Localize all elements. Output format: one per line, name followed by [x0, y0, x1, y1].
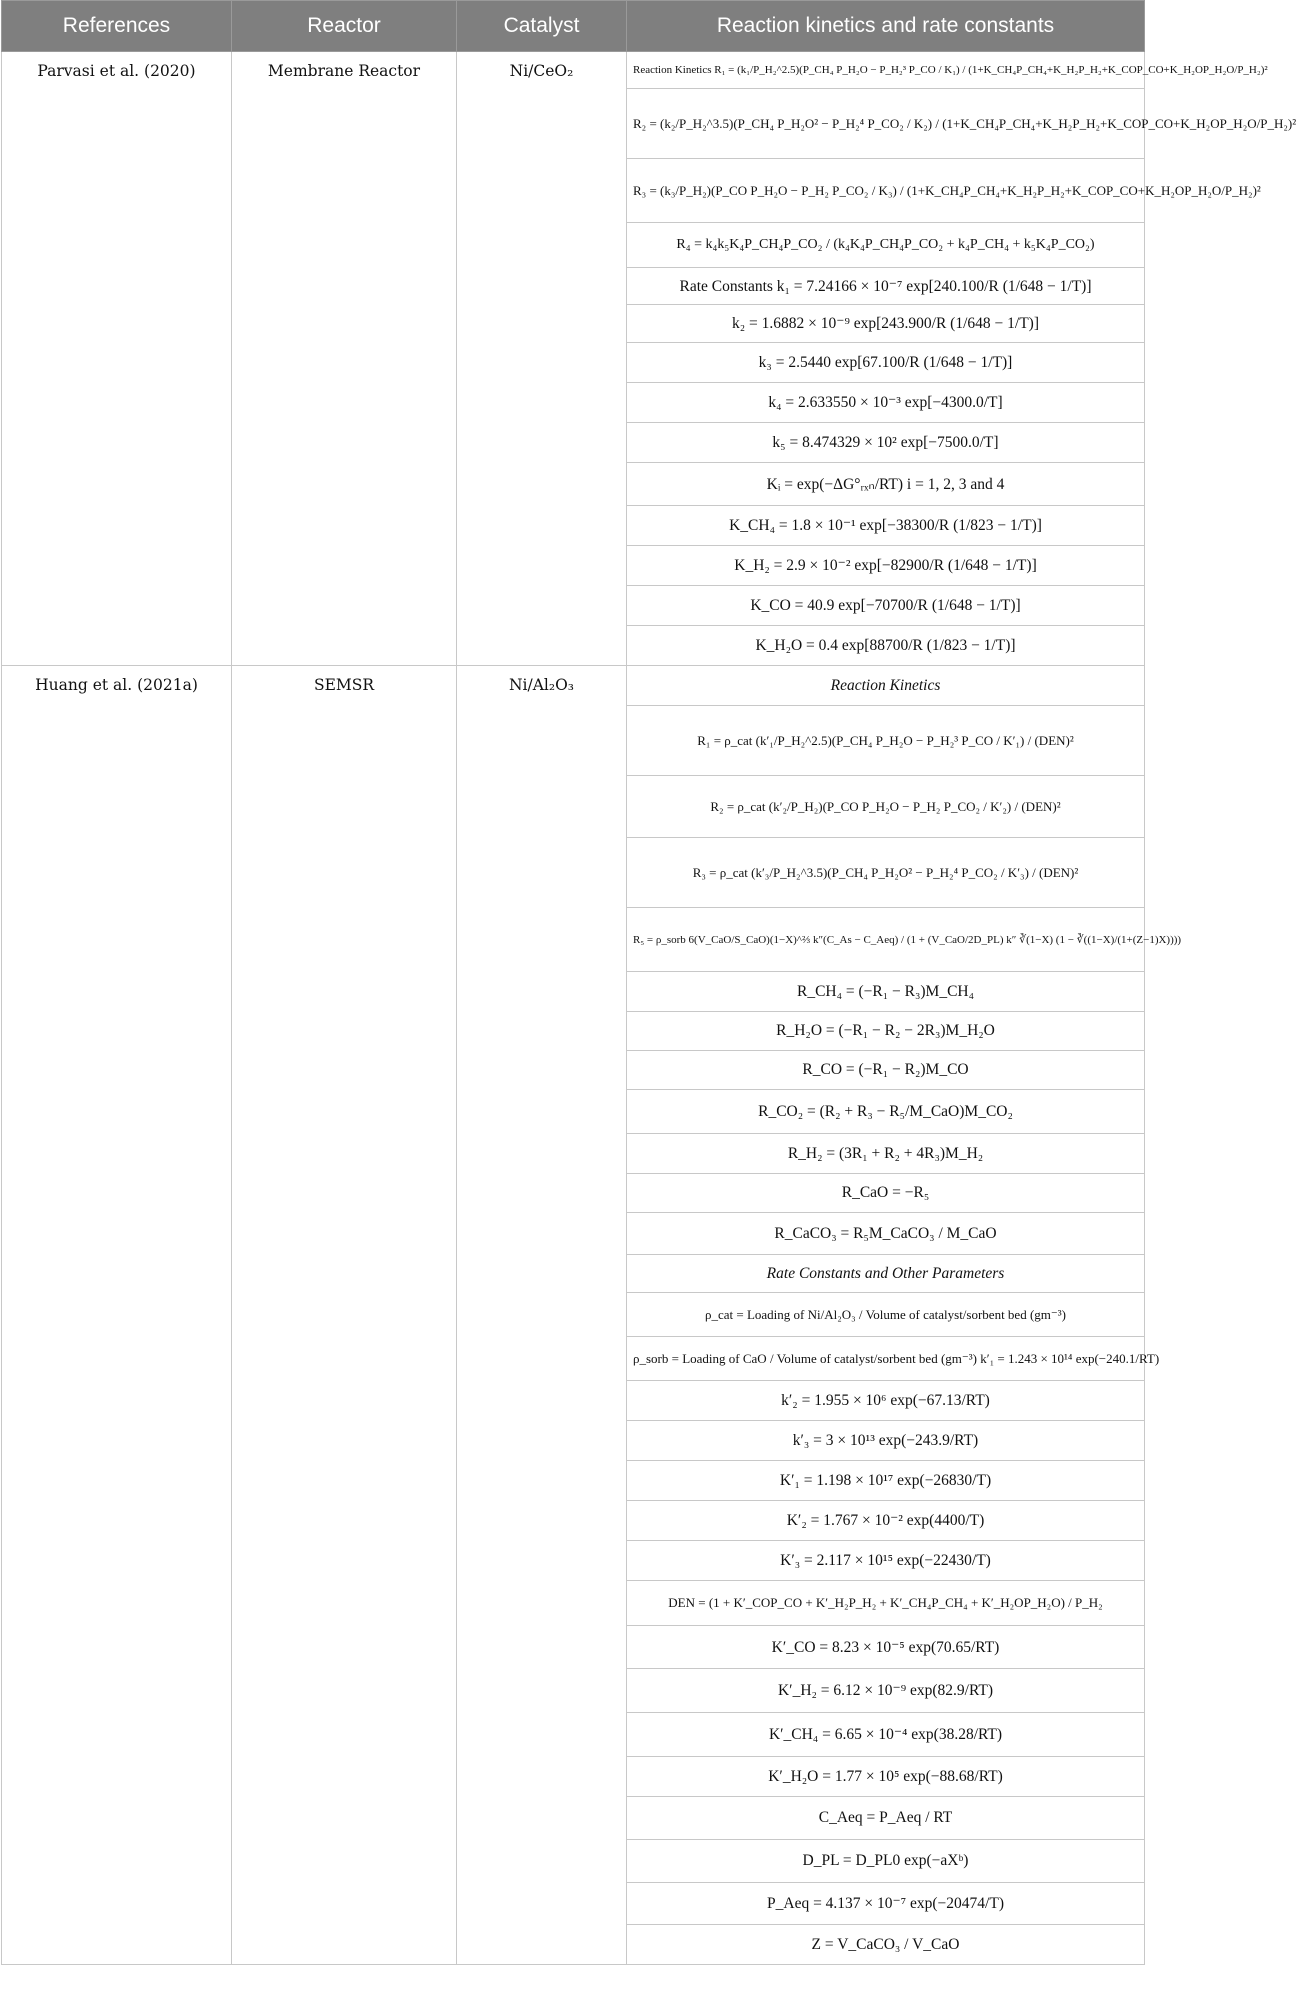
equation-cell: K_CO = 40.9 exp[−70700/R (1/648 − 1/T)]: [627, 586, 1145, 626]
equation-cell: K′_H₂O = 1.77 × 10⁵ exp(−88.68/RT): [627, 1757, 1145, 1797]
equation-cell: K′₁ = 1.198 × 10¹⁷ exp(−26830/T): [627, 1461, 1145, 1501]
header-row: [2, 1, 1145, 52]
equation-cell: Z = V_CaCO₃ / V_CaO: [627, 1925, 1145, 1965]
equation-cell: k′₂ = 1.955 × 10⁶ exp(−67.13/RT): [627, 1381, 1145, 1421]
equation-cell: Rate Constants k₁ = 7.24166 × 10⁻⁷ exp[240.100/R (1/648 − 1/T)]: [627, 268, 1145, 305]
reference-cell: Parvasi et al. (2020): [2, 52, 232, 666]
equation-cell: K_H₂ = 2.9 × 10⁻² exp[−82900/R (1/648 − 1/T)]: [627, 546, 1145, 586]
equation-cell: R_CaO = −R₅: [627, 1174, 1145, 1213]
header-kinetics: Reaction kinetics and rate constants: [627, 1, 1145, 52]
equation-cell: R_CH₄ = (−R₁ − R₃)M_CH₄: [627, 972, 1145, 1012]
header-references: References: [2, 1, 232, 52]
equation-cell: k₃ = 2.5440 exp[67.100/R (1/648 − 1/T)]: [627, 343, 1145, 383]
header-catalyst: Catalyst: [457, 1, 627, 52]
equation-cell: R₄ = k₄k₅K₄P_CH₄P_CO₂ / (k₄K₄P_CH₄P_CO₂ + k₄P_CH₄ + k₅K₄P_CO₂): [627, 223, 1145, 268]
header-reactor: Reactor: [232, 1, 457, 52]
equation-cell: DEN = (1 + K′_COP_CO + K′_H₂P_H₂ + K′_CH₄P_CH₄ + K′_H₂OP_H₂O) / P_H₂: [627, 1581, 1145, 1626]
equation-cell: R₃ = ρ_cat (k′₃/P_H₂^3.5)(P_CH₄ P_H₂O² − P_H₂⁴ P_CO₂ / K′₃) / (DEN)²: [627, 838, 1145, 908]
table-row: [2, 666, 1145, 706]
equation-cell: R_CaCO₃ = R₅M_CaCO₃ / M_CaO: [627, 1213, 1145, 1255]
equation-cell: K_CH₄ = 1.8 × 10⁻¹ exp[−38300/R (1/823 − 1/T)]: [627, 506, 1145, 546]
equation-cell: Kᵢ = exp(−ΔG°ᵣₓₙ/RT) i = 1, 2, 3 and 4: [627, 463, 1145, 506]
equation-cell: R₅ = ρ_sorb 6(V_CaO/S_CaO)(1−X)^⅔ k″(C_As − C_Aeq) / (1 + (V_CaO/2D_PL) k″ ∛(1−X) (1 − ∛((1−X)/(1+(Z−1)X)))): [627, 908, 1145, 972]
equation-cell: K′_H₂ = 6.12 × 10⁻⁹ exp(82.9/RT): [627, 1669, 1145, 1713]
equation-cell: K_H₂O = 0.4 exp[88700/R (1/823 − 1/T)]: [627, 626, 1145, 666]
equation-cell: Reaction Kinetics: [627, 666, 1145, 706]
equation-cell: K′₃ = 2.117 × 10¹⁵ exp(−22430/T): [627, 1541, 1145, 1581]
equation-cell: P_Aeq = 4.137 × 10⁻⁷ exp(−20474/T): [627, 1883, 1145, 1925]
equation-cell: R_CO = (−R₁ − R₂)M_CO: [627, 1051, 1145, 1090]
equation-cell: k₅ = 8.474329 × 10² exp[−7500.0/T]: [627, 423, 1145, 463]
equation-cell: k′₃ = 3 × 10¹³ exp(−243.9/RT): [627, 1421, 1145, 1461]
equation-cell: ρ_cat = Loading of Ni/Al₂O₃ / Volume of catalyst/sorbent bed (gm⁻³): [627, 1293, 1145, 1337]
reactor-cell: SEMSR: [232, 666, 457, 1965]
equation-cell: R_H₂ = (3R₁ + R₂ + 4R₃)M_H₂: [627, 1134, 1145, 1174]
equation-cell: R_H₂O = (−R₁ − R₂ − 2R₃)M_H₂O: [627, 1012, 1145, 1051]
equation-cell: R₁ = ρ_cat (k′₁/P_H₂^2.5)(P_CH₄ P_H₂O − P_H₂³ P_CO / K′₁) / (DEN)²: [627, 706, 1145, 776]
equation-cell: Rate Constants and Other Parameters: [627, 1255, 1145, 1293]
equation-cell: R_CO₂ = (R₂ + R₃ − R₅/M_CaO)M_CO₂: [627, 1090, 1145, 1134]
reference-cell: Huang et al. (2021a): [2, 666, 232, 1965]
equation-cell: k₂ = 1.6882 × 10⁻⁹ exp[243.900/R (1/648 − 1/T)]: [627, 305, 1145, 343]
catalyst-cell: Ni/Al₂O₃: [457, 666, 627, 1965]
equation-cell: K′₂ = 1.767 × 10⁻² exp(4400/T): [627, 1501, 1145, 1541]
equation-cell: K′_CH₄ = 6.65 × 10⁻⁴ exp(38.28/RT): [627, 1713, 1145, 1757]
catalyst-cell: Ni/CeO₂: [457, 52, 627, 666]
kinetics-table: [1, 0, 1296, 1965]
equation-cell: R₂ = (k₂/P_H₂^3.5)(P_CH₄ P_H₂O² − P_H₂⁴ P_CO₂ / K₂) / (1+K_CH₄P_CH₄+K_H₂P_H₂+K_COP_CO+K_H₂OP_H₂O/P_H₂)²: [627, 89, 1145, 159]
equation-cell: R₂ = ρ_cat (k′₂/P_H₂)(P_CO P_H₂O − P_H₂ P_CO₂ / K′₂) / (DEN)²: [627, 776, 1145, 838]
equation-cell: R₃ = (k₃/P_H₂)(P_CO P_H₂O − P_H₂ P_CO₂ / K₃) / (1+K_CH₄P_CH₄+K_H₂P_H₂+K_COP_CO+K_H₂OP_H₂O/P_H₂)²: [627, 159, 1145, 223]
equation-cell: k₄ = 2.633550 × 10⁻³ exp[−4300.0/T]: [627, 383, 1145, 423]
table-row: [2, 52, 1145, 89]
reactor-cell: Membrane Reactor: [232, 52, 457, 666]
equation-cell: Reaction Kinetics R₁ = (k₁/P_H₂^2.5)(P_CH₄ P_H₂O − P_H₂³ P_CO / K₁) / (1+K_CH₄P_CH₄+K_H₂P_H₂+K_COP_CO+K_H₂OP_H₂O/P_H₂)²: [627, 52, 1145, 89]
equation-cell: ρ_sorb = Loading of CaO / Volume of catalyst/sorbent bed (gm⁻³) k′₁ = 1.243 × 10¹⁴ exp(−240.1/RT): [627, 1337, 1145, 1381]
equation-cell: C_Aeq = P_Aeq / RT: [627, 1797, 1145, 1840]
equation-cell: K′_CO = 8.23 × 10⁻⁵ exp(70.65/RT): [627, 1626, 1145, 1669]
equation-cell: D_PL = D_PL0 exp(−aXᵇ): [627, 1840, 1145, 1883]
